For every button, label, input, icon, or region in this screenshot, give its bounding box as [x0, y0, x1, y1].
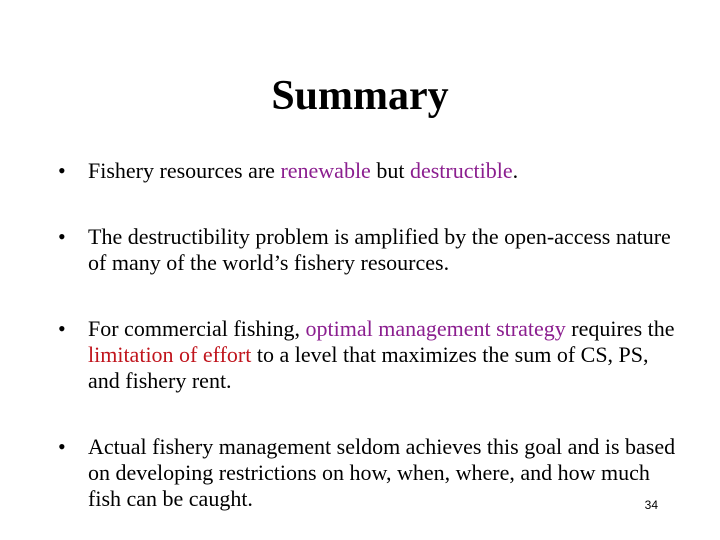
bullet-text: The destructibility problem is amplified by the open-access nature of many of the world’s fishery resources. — [88, 224, 671, 275]
bullet-item-2 — [58, 224, 678, 276]
bullet-item-1 — [58, 158, 678, 184]
highlight-destructible: destructible — [409, 158, 513, 183]
bullet-marker: • — [58, 434, 66, 459]
bullet-item-3 — [58, 316, 678, 394]
highlight-limitation-of-effort: limitation of effort — [88, 342, 252, 367]
highlight-optimal-management-strategy: optimal management strategy — [305, 316, 566, 341]
bullet-text: For commercial fishing, optimal management strategy requires the limitation of effort to a level that maximizes the sum of CS, PS, and fishery rent. — [88, 316, 675, 393]
bullet-text: Fishery resources are renewable but destructible. — [88, 158, 519, 183]
bullet-item-4 — [58, 434, 678, 512]
slide-title: Summary — [271, 73, 449, 119]
bullet-marker: • — [58, 316, 66, 341]
bullet-list — [58, 158, 678, 512]
highlight-renewable: renewable — [280, 158, 371, 183]
bullet-marker: • — [58, 158, 66, 183]
bullet-marker: • — [58, 224, 66, 249]
bullet-text: Actual fishery management seldom achieves this goal and is based on developing restrictions on how, when, where, and how much fish can be caught. — [88, 434, 676, 511]
page-number: 34 — [644, 498, 658, 512]
